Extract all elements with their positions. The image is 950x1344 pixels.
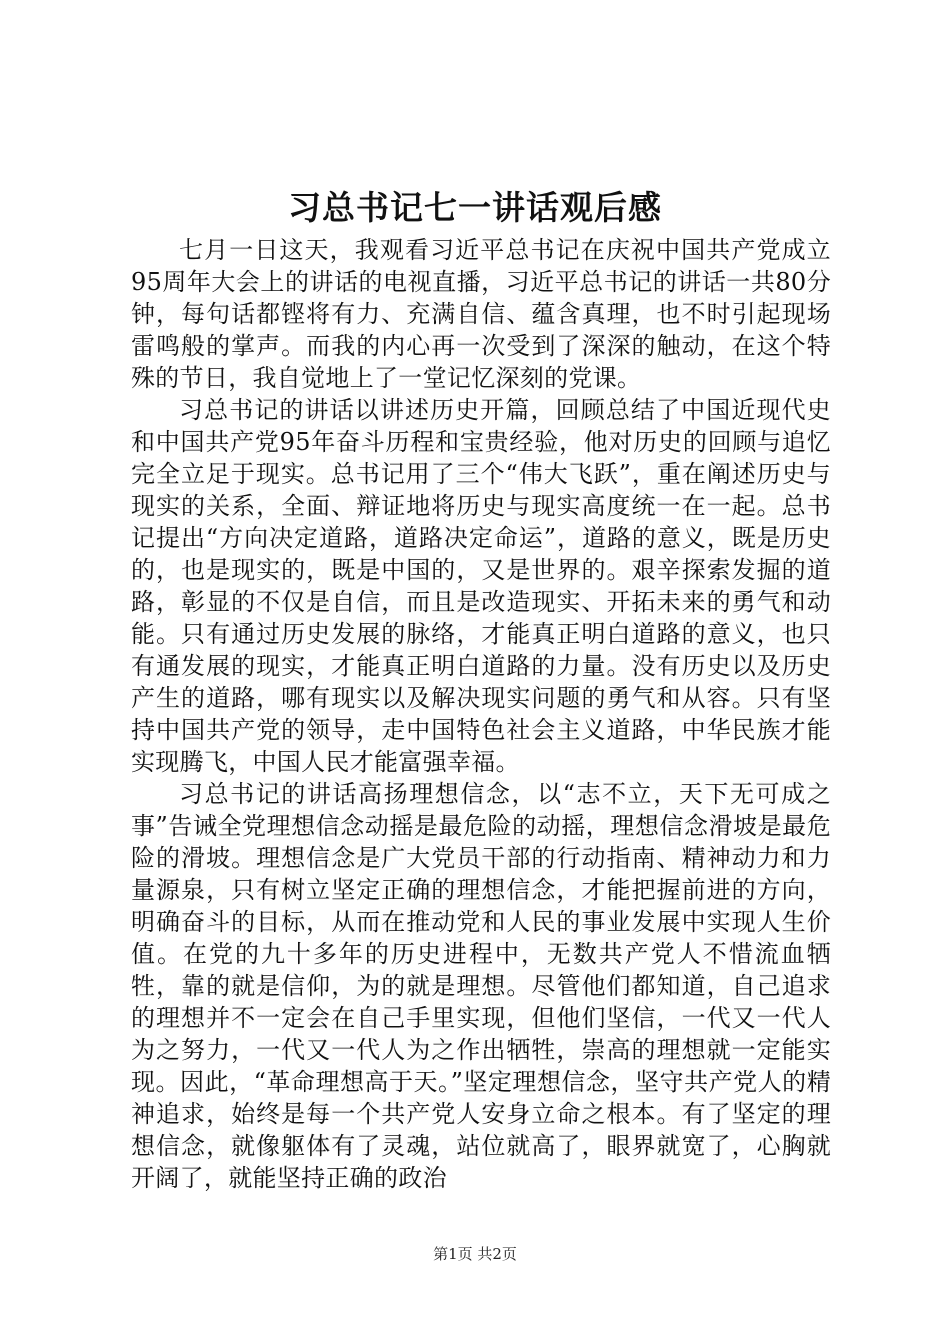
document-title: 习总书记七一讲话观后感 <box>288 188 662 227</box>
body-paragraph: 习总书记的讲话高扬理想信念，以“志不立，天下无可成之事”告诫全党理想信念动摇是最危险的动摇，理想信念滑坡是最危险的滑坡。理想信念是广大党员干部的行动指南、精神动力和力量源泉，只有树立坚定正确的理想信念，才能把握前进的方向，明确奋斗的目标，从而在推动党和人民的事业发展中实现人生价值。在党的九十多年的历史进程中，无数共产党人不惜流血牺牲，靠的就是信仰，为的就是理想。尽管他们都知道，自己追求的理想并不一定会在自己手里实现，但他们坚信，一代又一代人为之努力，一代又一代人为之作出牺牲，崇高的理想就一定能实现。因此，“革命理想高于天。”坚定理想信念，坚守共产党人的精神追求，始终是每一个共产党人安身立命之根本。有了坚定的理想信念，就像躯体有了灵魂，站位就高了，眼界就宽了，心胸就开阔了，就能坚持正确的政治 <box>131 780 831 1192</box>
body-paragraph: 七月一日这天，我观看习近平总书记在庆祝中国共产党成立95周年大会上的讲话的电视直播，习近平总书记的讲话一共80分钟，每句话都铿将有力、充满自信、蕴含真理，也不时引起现场雷鸣般的掌声。而我的内心再一次受到了深深的触动，在这个特殊的节日，我自觉地上了一堂记忆深刻的党课。 <box>131 236 831 392</box>
document-body <box>131 234 831 1194</box>
page-footer: 第1页 共2页 <box>433 1245 517 1263</box>
body-paragraph: 习总书记的讲话以讲述历史开篇，回顾总结了中国近现代史和中国共产党95年奋斗历程和宝贵经验，他对历史的回顾与追忆完全立足于现实。总书记用了三个“伟大飞跃”，重在阐述历史与现实的关系，全面、辩证地将历史与现实高度统一在一起。总书记提出“方向决定道路，道路决定命运”，道路的意义，既是历史的，也是现实的，既是中国的，又是世界的。艰辛探索发掘的道路，彰显的不仅是自信，而且是改造现实、开拓未来的勇气和动能。只有通过历史发展的脉络，才能真正明白道路的意义，也只有通发展的现实，才能真正明白道路的力量。没有历史以及历史产生的道路，哪有现实以及解决现实问题的勇气和从容。只有坚持中国共产党的领导，走中国特色社会主义道路，中华民族才能实现腾飞，中国人民才能富强幸福。 <box>131 396 831 776</box>
